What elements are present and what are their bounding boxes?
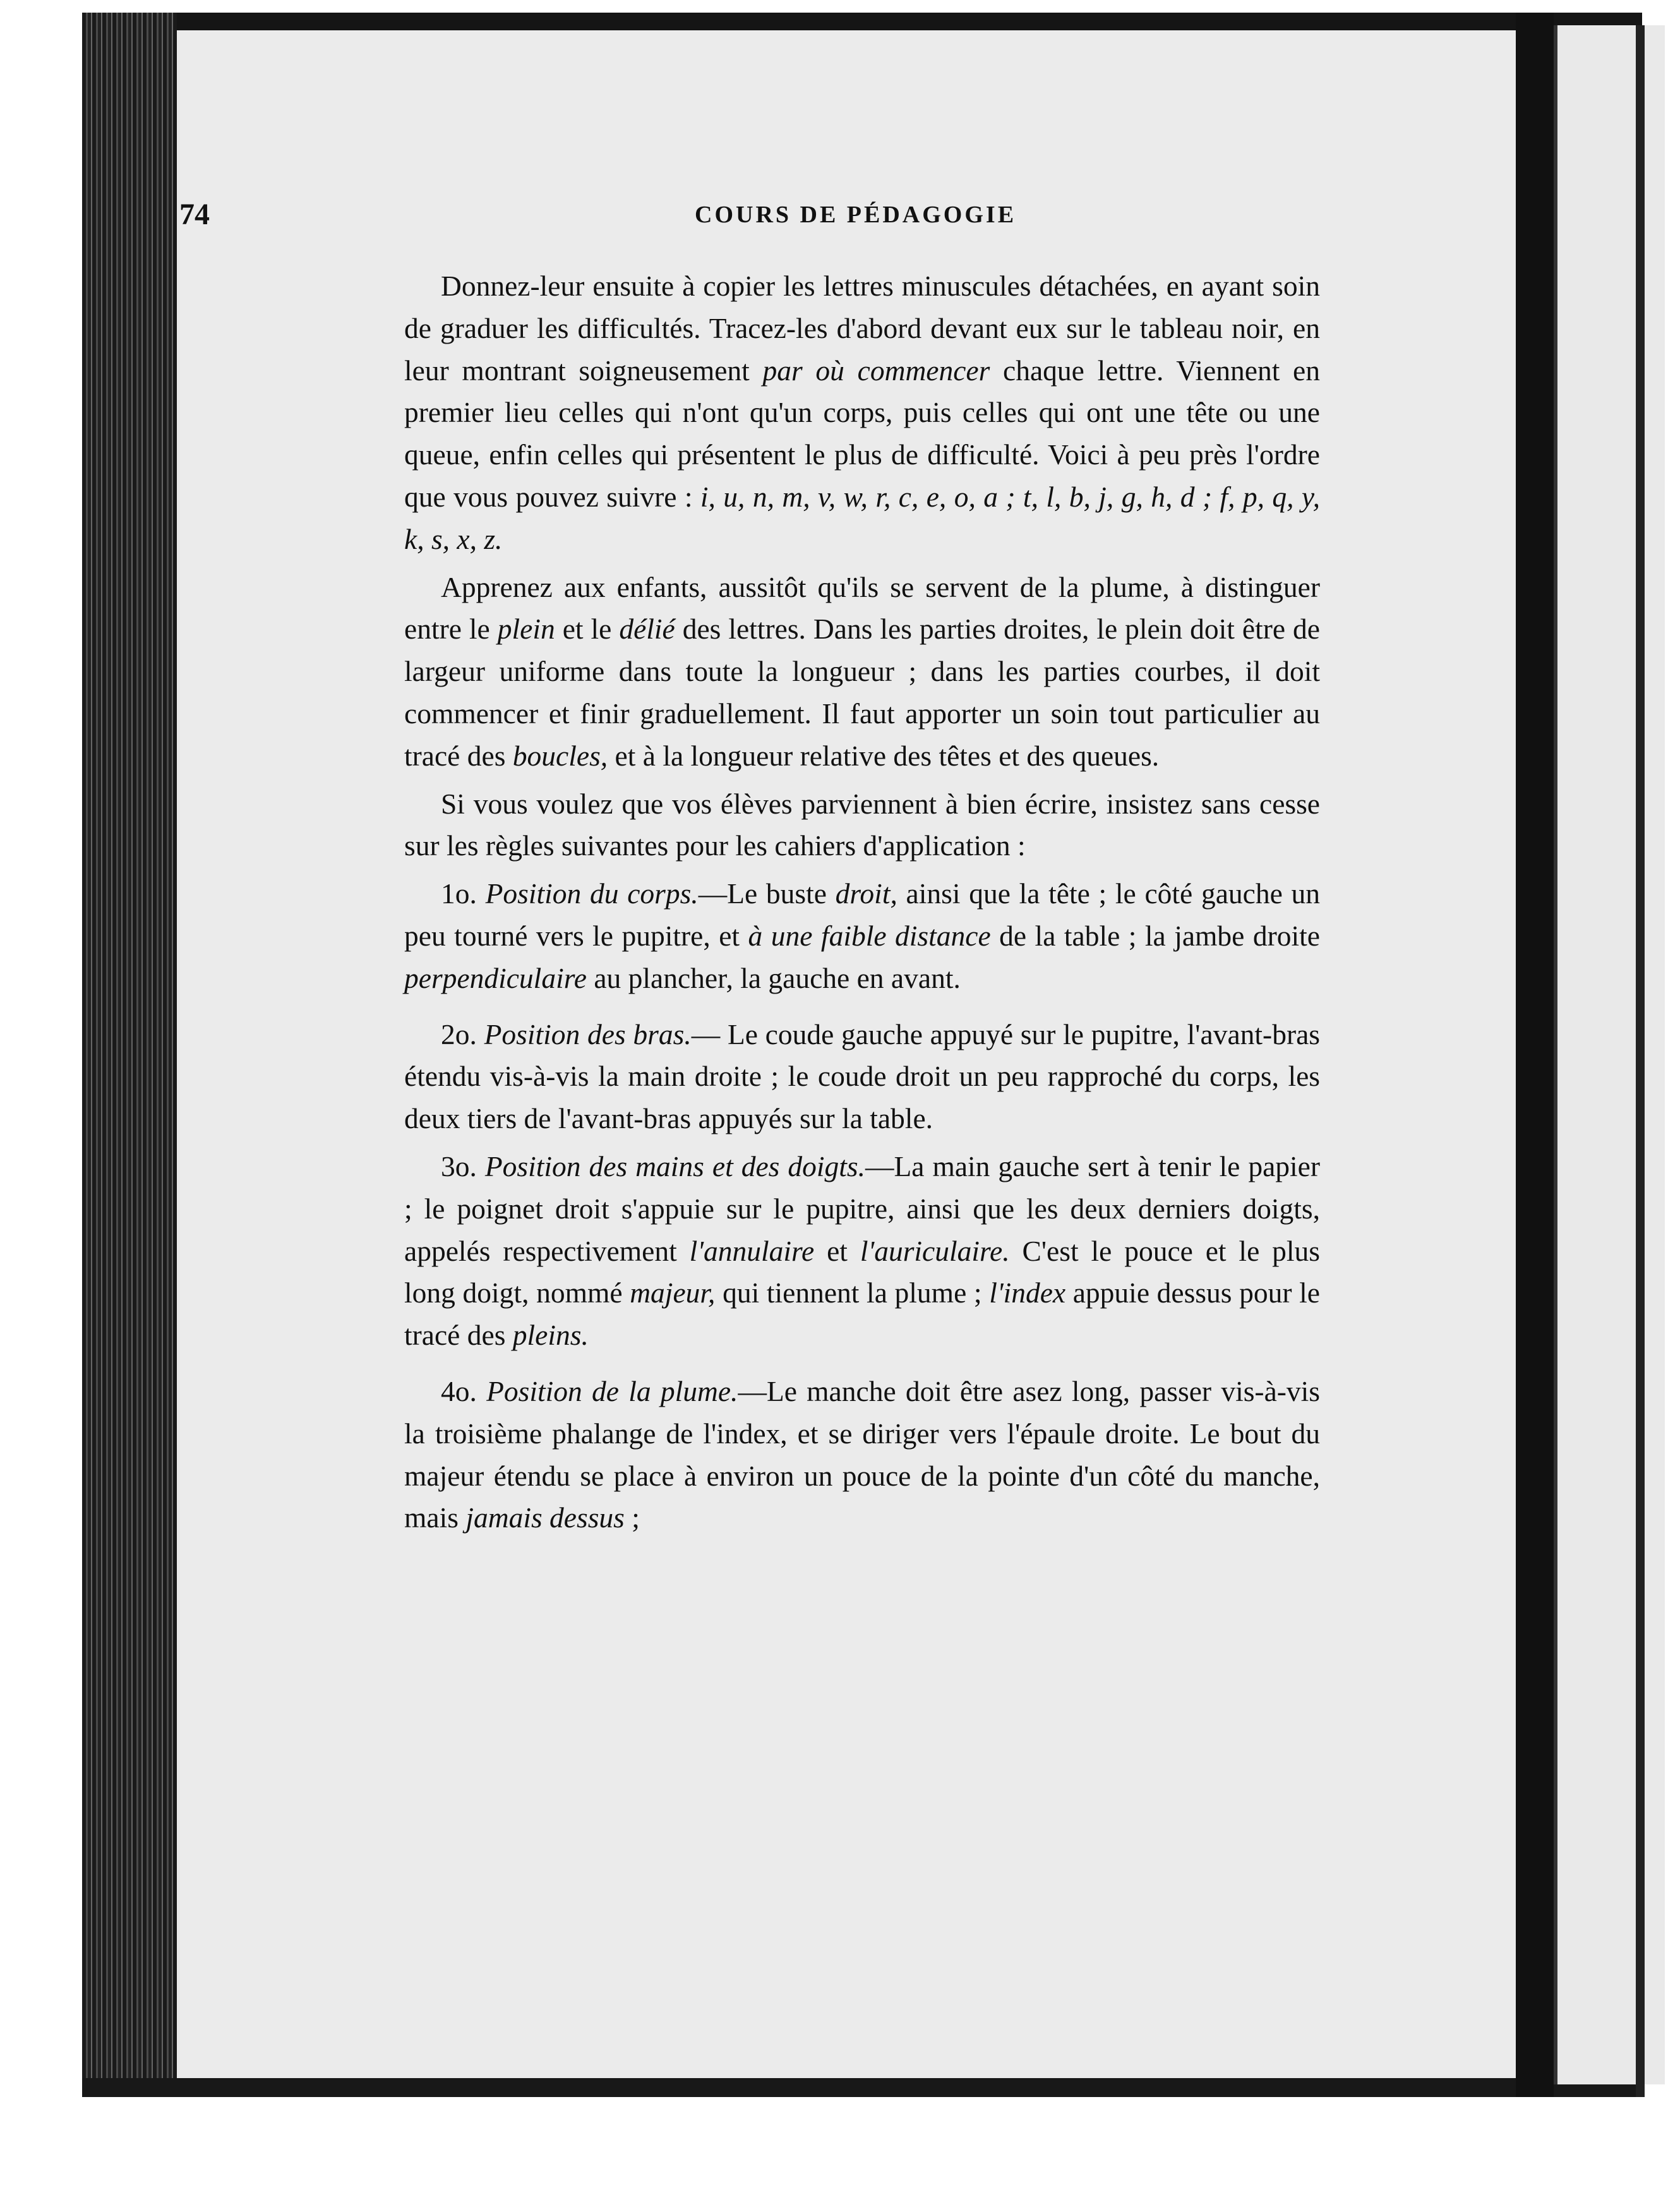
text-run: et à la longueur relative des têtes et des queues. [608,739,1160,772]
italic-text: perpendiculaire [404,961,587,994]
text-run: 2o. [441,1018,484,1050]
italic-text: l'annulaire [689,1234,815,1267]
text-run: —Le manche doit être asez long, passer vis-à-vis la troisième phalange de l'index, et se diriger vers l'épaule droite. Le bout du majeur étendu se place à environ un pouce de la pointe d'un côté du manche, mais [404,1374,1321,1534]
running-head: COURS DE PÉDAGOGIE [695,201,1017,228]
text-run: Donnez-leur ensuite à copier les lettres minuscules détachées, en ayant soin de graduer les difficultés. Tracez-les d'abord devant eux sur le tableau noir, en leur montrant soigneusement [404,270,1320,387]
text-run: au plancher, la gauche en avant. [586,961,961,994]
paragraph [404,567,1320,778]
text-run: et le [555,613,620,646]
text-run: chaque lettre. Viennent en premier lieu celles qui n'ont qu'un corps, puis celles qui ont une tête ou une queue, enfin celles qui présentent le plus de difficulté. Voici à peu près l'ordre que vous pouvez suivre : [404,354,1320,513]
italic-text: pleins. [512,1319,589,1352]
italic-text: Position des mains et des doigts. [484,1150,865,1182]
text-run: ainsi que la tête ; le côté gauche un peu tourné vers le pupitre, et [404,877,1320,952]
italic-text: jamais dessus [465,1501,625,1534]
book-bottom-edge [82,2078,1642,2097]
text-run: appuie dessus pour le tracé des [404,1277,1320,1352]
italic-text: Position du corps. [485,877,699,910]
text-run: — Le coude gauche appuyé sur le pupitre, l'avant-bras étendu vis-à-vis la main droite ; le coude droit un peu rapproché du corps, les deux tiers de l'avant-bras appuyés sur la table. [404,1018,1320,1135]
italic-text: Position de la plume. [486,1374,738,1407]
paragraph [404,783,1320,868]
text-run: C'est le pouce et le plus long doigt, nommé [404,1234,1320,1309]
book-page-stack-edge [82,13,177,2091]
text-run: Si vous voulez que vos élèves parviennent à bien écrire, insistez sans cesse sur les règles suivantes pour les cahiers d'application : [404,787,1320,862]
italic-text: droit, [835,877,897,910]
paragraph [404,1146,1320,1357]
italic-text: i, u, n, m, v, w, r, c, e, o, a ; t, l, b, j, g, h, d ; f, p, q, y, k, s, x, z. [404,480,1320,555]
italic-text: l'index [989,1277,1066,1309]
paragraph [404,873,1320,999]
facing-page-edge [1636,25,1645,2097]
page-number: 74 [179,198,210,231]
book-gutter [1516,13,1554,2097]
paragraph [404,265,1320,561]
text-run: 4o. [441,1374,487,1407]
italic-text: à une faible distance [748,919,991,952]
text-run: ; [624,1501,640,1534]
book-top-edge [82,13,1642,30]
italic-text: l'auriculaire. [860,1234,1010,1267]
italic-text: plein [497,613,555,646]
text-run: des lettres. Dans les parties droites, le plein doit être de largeur uniforme dans toute la longueur ; dans les parties courbes, il doit commencer et finir graduellement. Il faut apporter un soin tout particulier au tracé des [404,613,1320,772]
facing-page [1554,25,1665,2084]
text-run: 1o. [441,877,486,910]
italic-text: par où commencer [762,354,990,387]
text-run: de la table ; la jambe droite [990,919,1320,952]
text-run: qui tiennent la plume ; [715,1277,990,1309]
body-text [404,265,1320,1545]
text-run: Apprenez aux enfants, aussitôt qu'ils se servent de la plume, à distinguer entre le [404,570,1320,646]
italic-text: Position des bras. [484,1018,692,1050]
paragraph [404,1014,1320,1140]
paragraph [404,1371,1320,1539]
italic-text: délié [619,613,675,646]
text-run: —La main gauche sert à tenir le papier ; le poignet droit s'appuie sur le pupitre, ainsi que les deux derniers doigts, appelés respectivement [404,1150,1321,1267]
text-run: —Le buste [698,877,836,910]
text-run: 3o. [441,1150,485,1182]
text-run: et [814,1234,860,1267]
italic-text: boucles, [512,739,608,772]
italic-text: majeur, [630,1277,716,1309]
